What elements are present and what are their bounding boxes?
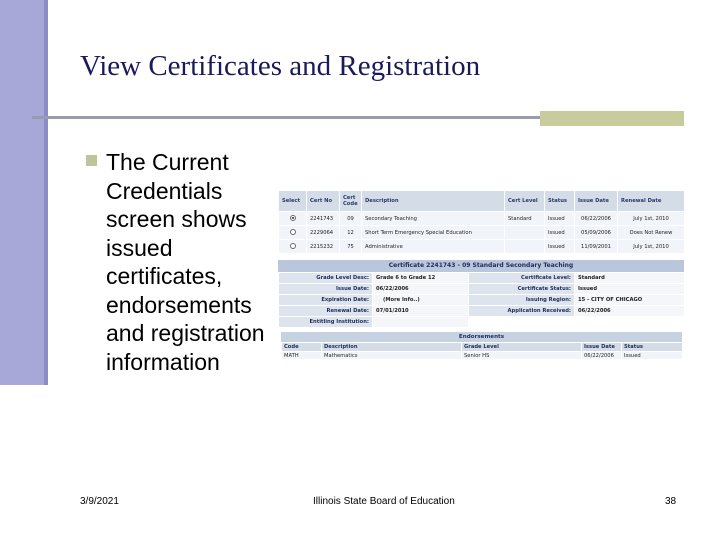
cert-code-cell: 09 xyxy=(340,212,362,226)
grade-level-desc-label: Grade Level Desc: xyxy=(279,273,373,284)
radio-selected-icon[interactable] xyxy=(290,215,296,221)
col-header-cert-code: Cert Code xyxy=(340,191,362,212)
slide-title: View Certificates and Registration xyxy=(80,50,481,82)
bullet-text: The Current Credentials screen shows issued certificates, endorsements and registration information xyxy=(106,149,265,375)
endorsements-table xyxy=(281,342,683,360)
detail-row xyxy=(279,317,685,328)
bullet-icon xyxy=(86,155,97,166)
left-accent-bar xyxy=(0,0,48,385)
table-row[interactable] xyxy=(279,212,685,226)
renewal-date-label: Renewal Date: xyxy=(279,306,373,317)
entitling-institution-label: Entitling Institution: xyxy=(279,317,373,328)
issuing-region-label: Issuing Region: xyxy=(469,295,575,306)
endorsement-code-cell: MATH xyxy=(282,352,322,360)
detail-row xyxy=(279,284,685,295)
application-received-value: 06/22/2006 xyxy=(575,306,685,317)
issue-date-cell: 11/09/2001 xyxy=(575,240,618,254)
col-header-description: Description xyxy=(362,191,505,212)
more-info-link[interactable]: (More Info..) xyxy=(373,295,469,306)
detail-row xyxy=(279,273,685,284)
col-header-renewal-date: Renewal Date xyxy=(618,191,685,212)
select-radio-cell[interactable] xyxy=(279,240,307,254)
col-header-select: Select xyxy=(279,191,307,212)
certificates-table xyxy=(278,190,685,254)
certificate-level-value: Standard xyxy=(575,273,685,284)
issue-date-value: 06/22/2006 xyxy=(373,284,469,295)
radio-unselected-icon[interactable] xyxy=(290,243,296,249)
col-header-endorsement-description: Description xyxy=(322,343,462,352)
col-header-code: Code xyxy=(282,343,322,352)
endorsement-grade-level-cell: Senior HS xyxy=(462,352,582,360)
cert-code-cell: 75 xyxy=(340,240,362,254)
renewal-date-cell: July 1st, 2010 xyxy=(618,212,685,226)
title-rule-accent xyxy=(540,111,684,126)
application-received-label: Application Received: xyxy=(469,306,575,317)
col-header-endorsement-issue-date: Issue Date xyxy=(582,343,622,352)
col-header-grade-level: Grade Level xyxy=(462,343,582,352)
col-header-endorsement-status: Status xyxy=(622,343,683,352)
cert-level-cell xyxy=(505,226,545,240)
left-accent-bar-edge xyxy=(44,0,48,385)
issue-date-cell: 06/22/2006 xyxy=(575,212,618,226)
renewal-date-value: 07/01/2010 xyxy=(373,306,469,317)
certificate-status-label: Certificate Status: xyxy=(469,284,575,295)
table-row[interactable] xyxy=(279,240,685,254)
issuing-region-value: 15 - CITY OF CHICAGO xyxy=(575,295,685,306)
renewal-date-cell: July 1st, 2010 xyxy=(618,240,685,254)
cert-code-cell: 12 xyxy=(340,226,362,240)
certificate-detail-title: Certificate 2241743 - 09 Standard Secondary Teaching xyxy=(278,260,684,272)
status-cell: Issued xyxy=(545,212,575,226)
select-radio-cell[interactable] xyxy=(279,212,307,226)
renewal-date-cell: Does Not Renew xyxy=(618,226,685,240)
col-header-cert-no: Cert No xyxy=(307,191,340,212)
select-radio-cell[interactable] xyxy=(279,226,307,240)
entitling-institution-value xyxy=(373,317,469,328)
certificate-level-label: Certificate Level: xyxy=(469,273,575,284)
issue-date-label: Issue Date: xyxy=(279,284,373,295)
status-cell: Issued xyxy=(545,226,575,240)
description-cell: Secondary Teaching xyxy=(362,212,505,226)
cert-level-cell: Standard xyxy=(505,212,545,226)
cert-no-cell: 2241743 xyxy=(307,212,340,226)
endorsements-title: Endorsements xyxy=(281,332,682,342)
detail-empty-cell xyxy=(469,317,685,328)
col-header-status: Status xyxy=(545,191,575,212)
certificate-detail-table xyxy=(278,272,685,328)
table-row xyxy=(282,352,683,360)
endorsement-status-cell: Issued xyxy=(622,352,683,360)
cert-level-cell xyxy=(505,240,545,254)
footer-page-number: 38 xyxy=(665,496,677,507)
grade-level-desc-value: Grade 6 to Grade 12 xyxy=(373,273,469,284)
footer-date: 3/9/2021 xyxy=(80,496,119,507)
endorsement-description-cell: Mathematics xyxy=(322,352,462,360)
detail-row xyxy=(279,295,685,306)
endorsement-issue-date-cell: 06/22/2006 xyxy=(582,352,622,360)
description-cell: Administrative xyxy=(362,240,505,254)
table-row[interactable] xyxy=(279,226,685,240)
col-header-cert-level: Cert Level xyxy=(505,191,545,212)
description-cell: Short Term Emergency Special Education xyxy=(362,226,505,240)
table-header-row xyxy=(279,191,685,212)
expiration-date-label: Expiration Date: xyxy=(279,295,373,306)
detail-row xyxy=(279,306,685,317)
status-cell: Issued xyxy=(545,240,575,254)
issue-date-cell: 05/09/2006 xyxy=(575,226,618,240)
col-header-issue-date: Issue Date xyxy=(575,191,618,212)
certificate-status-value: Issued xyxy=(575,284,685,295)
endorsements-header-row xyxy=(282,343,683,352)
footer-organization: Illinois State Board of Education xyxy=(313,496,455,507)
cert-no-cell: 2229064 xyxy=(307,226,340,240)
radio-unselected-icon[interactable] xyxy=(290,229,296,235)
cert-no-cell: 2215232 xyxy=(307,240,340,254)
credentials-screenshot xyxy=(278,190,684,370)
